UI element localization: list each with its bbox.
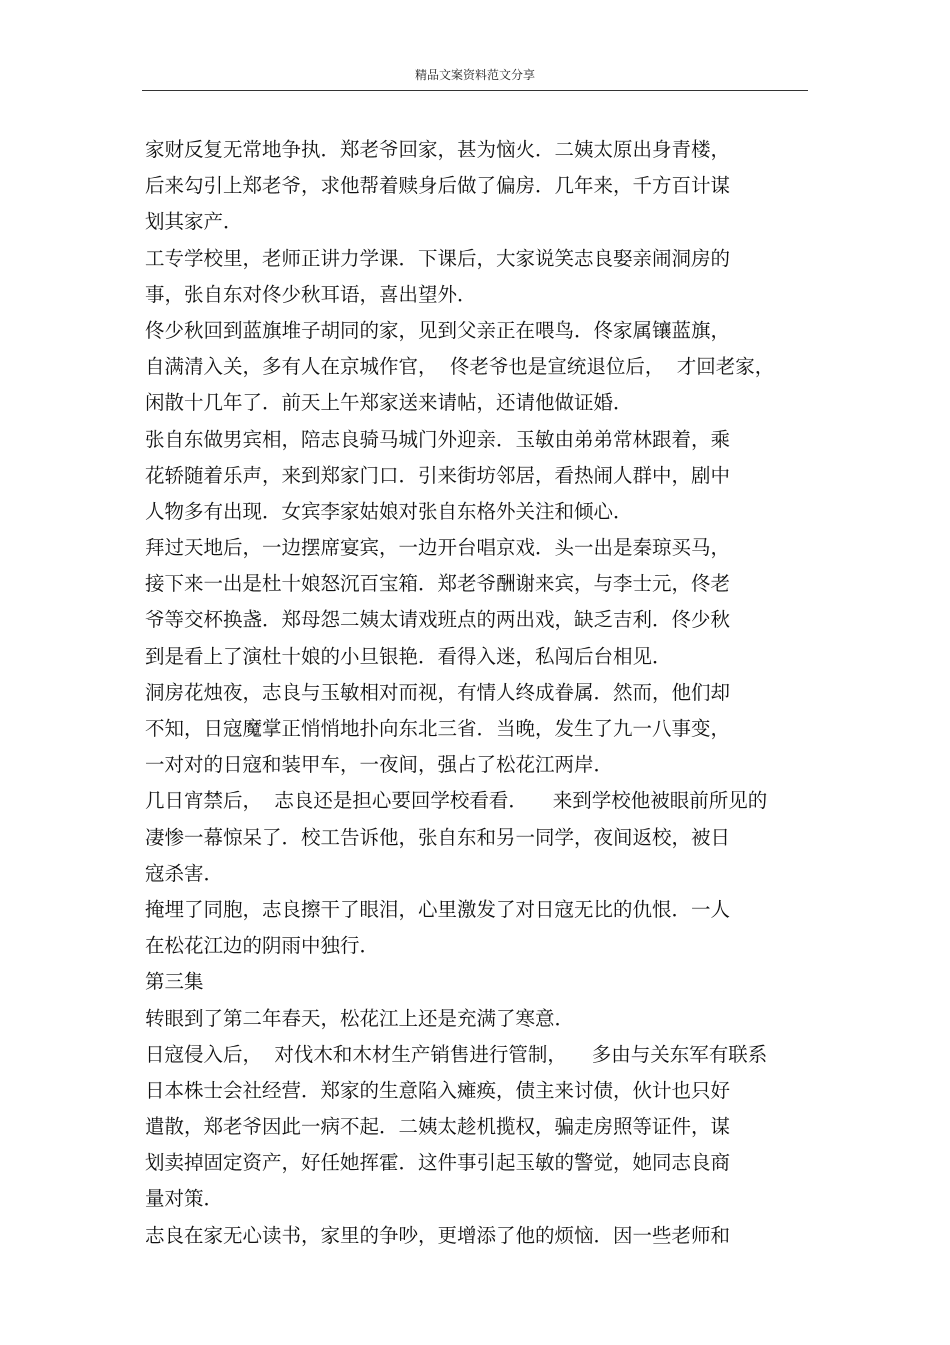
text-line: 一对对的日寇和装甲车，一夜间，强占了松花江两岸． bbox=[145, 753, 614, 777]
text-line: 在松花江边的阴雨中独行． bbox=[145, 934, 380, 958]
text-line: 遣散，郑老爷因此一病不起．二姨太趁机揽权，骗走房照等证件，谋 bbox=[145, 1115, 731, 1139]
text-line: 不知，日寇魔掌正悄悄地扑向东北三省．当晚，发生了九一八事变， bbox=[145, 717, 731, 740]
text-line: 寇杀害． bbox=[145, 861, 224, 885]
text-line: 拜过天地后，一边摆席宴宾，一边开台唱京戏．头一出是秦琼买马， bbox=[145, 536, 731, 560]
text-line: 接下来一出是杜十娘怒沉百宝箱．郑老爷酬谢来宾，与李士元，佟老 bbox=[145, 572, 731, 596]
text-line: 日本株士会社经营．郑家的生意陷入瘫痪，债主来讨债，伙计也只好 bbox=[145, 1078, 731, 1102]
text-line: 人物多有出现．女宾李家姑娘对张自东格外关注和倾心． bbox=[145, 499, 633, 523]
text-line: 转眼到了第二年春天，松花江上还是充满了寒意． bbox=[145, 1006, 575, 1030]
text-line: 工专学校里，老师正讲力学课．下课后，大家说笑志良娶亲闹洞房的 bbox=[145, 246, 731, 270]
text-line: 闲散十几年了．前天上午郑家送来请帖，还请他做证婚． bbox=[145, 391, 633, 415]
text-line: 花轿随着乐声，来到郑家门口．引来街坊邻居，看热闹人群中，剧中 bbox=[145, 463, 731, 487]
text-line: 志良在家无心读书，家里的争吵，更增添了他的烦恼．因一些老师和 bbox=[145, 1223, 731, 1247]
text-line: 事，张自东对佟少秋耳语，喜出望外． bbox=[145, 282, 477, 306]
text-line: 划卖掉固定资产，好任她挥霍．这件事引起玉敏的警觉，她同志良商 bbox=[145, 1151, 731, 1175]
text-line: 到是看上了演杜十娘的小旦银艳．看得入迷，私闯后台相见． bbox=[145, 644, 672, 668]
text-line: 凄惨一幕惊呆了．校工告诉他，张自东和另一同学，夜间返校，被日 bbox=[145, 825, 731, 849]
document-body bbox=[145, 132, 805, 1254]
page-header: 精品文案资料范文分享 bbox=[414, 68, 535, 82]
text-line: 后来勾引上郑老爷，求他帮着赎身后做了偏房．几年来，千方百计谋 bbox=[145, 174, 731, 198]
text-line: 张自东做男宾相，陪志良骑马城门外迎亲．玉敏由弟弟常林跟着，乘 bbox=[145, 427, 731, 451]
text-line: 洞房花烛夜，志良与玉敏相对而视，有情人终成眷属．然而，他们却 bbox=[145, 680, 731, 704]
header-divider bbox=[142, 90, 808, 91]
text-line: 划其家产． bbox=[145, 210, 243, 234]
text-line: 自满清入关，多有人在京城作官， 佟老爷也是宣统退位后， 才回老家， bbox=[145, 355, 775, 379]
text-line: 佟少秋回到蓝旗堆子胡同的家，见到父亲正在喂鸟．佟家属镶蓝旗， bbox=[145, 318, 731, 342]
text-line: 第三集 bbox=[145, 970, 204, 994]
text-line: 家财反复无常地争执．郑老爷回家，甚为恼火．二姨太原出身青楼， bbox=[145, 138, 731, 161]
text-line: 日寇侵入后， 对伐木和木材生产销售进行管制， 多由与关东军有联系 bbox=[145, 1042, 768, 1066]
text-line: 几日宵禁后， 志良还是担心要回学校看看． 来到学校他被眼前所见的 bbox=[145, 789, 768, 813]
text-line: 爷等交杯换盏．郑母怨二姨太请戏班点的两出戏，缺乏吉利．佟少秋 bbox=[145, 608, 731, 632]
text-line: 掩埋了同胞，志良擦干了眼泪，心里激发了对日寇无比的仇恨．一人 bbox=[145, 897, 731, 921]
text-line: 量对策． bbox=[145, 1187, 224, 1211]
